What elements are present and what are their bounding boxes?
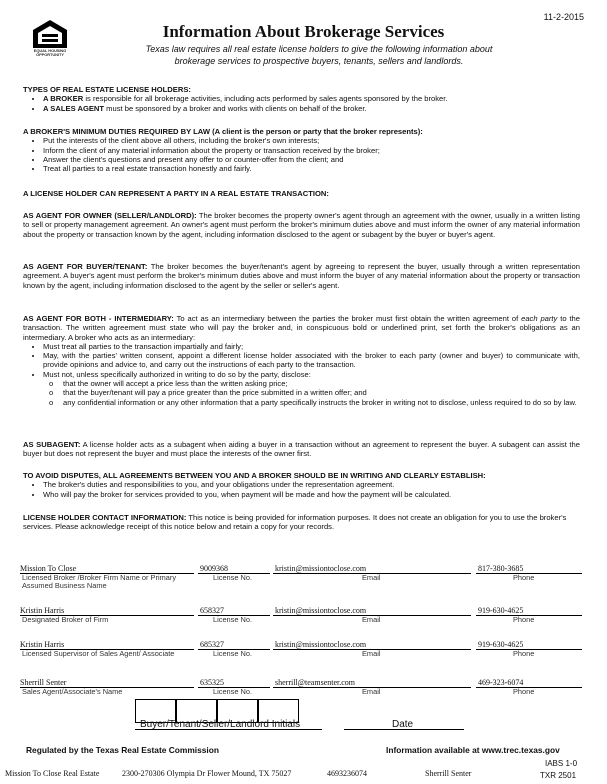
initials-label: Buyer/Tenant/Seller/Landlord Initials: [140, 719, 301, 730]
owner-heading: AS AGENT FOR OWNER (SELLER/LANDLORD):: [23, 211, 197, 220]
intermediary-emphasis: each party: [521, 314, 558, 323]
owner-text: The broker becomes the property owner's agent through an agreement with the owner, usually in a written listing to sell or property management agreement. An owner's agent must perform the broker's minimum duties above and must inform the owner of any material information about the property or transaction known by the agent, including information disclosed to the agent or subagent by the buyer or buyer's agent.: [23, 211, 580, 239]
sales-agent-phone-field[interactable]: 469-323-6074: [478, 678, 524, 687]
designated-broker-email-field[interactable]: kristin@missiontoclose.com: [275, 606, 367, 615]
footer-firm: Mission To Close Real Estate: [5, 769, 100, 778]
subagent-section: [23, 440, 580, 459]
footer-phone: 4693236074: [327, 769, 367, 778]
phone-label: Phone: [513, 573, 535, 582]
designated-broker-license-field[interactable]: 658327: [200, 606, 224, 615]
email-label: Email: [362, 615, 381, 624]
subagent-text: A license holder acts as a subagent when aiding a buyer in a transaction without an agreement to represent the buyer. A subagent can assist the buyer but does not represent the buyer and must place the interests of the owner first.: [23, 440, 580, 459]
sub-list-item: o that the owner will accept a price less than the written asking price;: [63, 379, 580, 388]
disputes-section: [23, 471, 580, 499]
license-label: License No.: [213, 687, 253, 696]
designated-broker-phone-field[interactable]: 919-630-4625: [478, 606, 524, 615]
sales-agent-license-field[interactable]: 635325: [200, 678, 224, 687]
phone-label: Phone: [513, 649, 535, 658]
broker-email-field[interactable]: kristin@missiontoclose.com: [275, 564, 367, 573]
broker-phone-field[interactable]: 817-380-3685: [478, 564, 524, 573]
agent-text: must be sponsored by a broker and works with clients on behalf of the broker.: [104, 103, 367, 113]
license-label: License No.: [213, 615, 253, 624]
represent-heading: A LICENSE HOLDER CAN REPRESENT A PARTY IN A REAL ESTATE TRANSACTION:: [23, 189, 329, 198]
sales-agent-name-field[interactable]: Sherrill Senter: [20, 678, 67, 687]
info-available: Information available at www.trec.texas.gov: [386, 745, 560, 755]
broker-firm-label: Licensed Broker /Broker Firm Name or Primary Assumed Business Name: [22, 573, 177, 590]
footer-address: 2300-270306 Olympia Dr Flower Mound, TX 75027: [122, 769, 292, 778]
supervisor-email-field[interactable]: kristin@missiontoclose.com: [275, 640, 367, 649]
subtitle-line-1: Texas law requires all real estate license holders to give the following information about: [145, 44, 493, 54]
list-item: • The broker's duties and responsibilities to you, and your obligations under the representation agreement.: [43, 480, 580, 489]
types-heading: TYPES OF REAL ESTATE LICENSE HOLDERS:: [23, 85, 191, 94]
form-date: 11-2-2015: [543, 12, 584, 22]
broker-text: is responsible for all brokerage activities, including acts performed by sales agents sponsored by the broker.: [83, 94, 448, 104]
owner-section: [23, 211, 580, 239]
date-label: Date: [392, 719, 414, 730]
list-item: [43, 104, 580, 113]
license-label: License No.: [213, 649, 253, 658]
email-label: Email: [362, 687, 381, 696]
list-item: • Inform the client of any material information about the property or transaction received by the broker;: [43, 146, 580, 155]
designated-broker-label: Designated Broker of Firm: [22, 615, 109, 624]
list-item: • Must treat all parties to the transaction impartially and fairly;: [43, 342, 580, 351]
intermediary-section: [23, 314, 580, 407]
broker-license-field[interactable]: 9009368: [200, 564, 228, 573]
list-item: • Put the interests of the client above all others, including the broker's own interests;: [43, 136, 580, 145]
footer-agent: Sherrill Senter: [425, 769, 472, 778]
intermediary-heading: AS AGENT FOR BOTH - INTERMEDIARY:: [23, 314, 174, 323]
list-item: • Must not, unless specifically authorized in writing to do so by the party, disclose:: [43, 370, 580, 379]
phone-label: Phone: [513, 615, 535, 624]
agent-term: A SALES AGENT: [43, 103, 105, 113]
supervisor-label: Licensed Supervisor of Sales Agent/ Associate: [22, 649, 175, 658]
email-label: Email: [362, 649, 381, 658]
supervisor-name-field[interactable]: Kristin Harris: [20, 640, 65, 649]
contact-text: This notice is being provided for information purposes. It does not create an obligation for you to use the broker's services. Please acknowledge receipt of this notice below and retain a copy for your records.: [23, 513, 567, 532]
subagent-heading: AS SUBAGENT:: [23, 440, 81, 449]
intermediary-text-a: To act as an intermediary between the parties the broker must first obtain the written agreement of: [173, 314, 522, 323]
phone-label: Phone: [513, 687, 535, 696]
buyer-section: [23, 262, 580, 290]
duties-section: [23, 127, 580, 173]
sub-list-item: o that the buyer/tenant will pay a price greater than the price submitted in a written offer; and: [63, 388, 580, 397]
list-item: [43, 94, 580, 103]
regulated-by: Regulated by the Texas Real Estate Commission: [26, 745, 219, 755]
txr-id: TXR 2501: [540, 771, 577, 780]
page-title: Information About Brokerage Services: [162, 22, 445, 41]
designated-broker-name-field[interactable]: Kristin Harris: [20, 606, 65, 615]
broker-firm-name-field[interactable]: Mission To Close: [20, 564, 77, 573]
subtitle-line-2: brokerage services to prospective buyers, tenants, sellers and landlords.: [174, 56, 464, 66]
email-label: Email: [362, 573, 381, 582]
disputes-heading: TO AVOID DISPUTES, ALL AGREEMENTS BETWEEN YOU AND A BROKER SHOULD BE IN WRITING AND CLEARLY ESTABLISH:: [23, 471, 486, 480]
supervisor-phone-field[interactable]: 919-630-4625: [478, 640, 524, 649]
list-item: • Who will pay the broker for services provided to you, when payment will be made and how the payment will be calculated.: [43, 490, 580, 499]
buyer-heading: AS AGENT FOR BUYER/TENANT:: [23, 262, 148, 271]
logo-caption: EQUAL HOUSING OPPORTUNITY: [33, 48, 67, 57]
sales-agent-email-field[interactable]: sherrill@teamsenter.com: [275, 678, 356, 687]
list-item: • Answer the client's questions and present any offer to or counter-offer from the client; and: [43, 155, 580, 164]
list-item: • Treat all parties to a real estate transaction honestly and fairly.: [43, 164, 580, 173]
sales-agent-label: Sales Agent/Associate's Name: [22, 687, 123, 696]
broker-term: A BROKER: [43, 94, 84, 104]
contact-section: [23, 513, 580, 532]
types-section: [23, 85, 580, 113]
buyer-text: The broker becomes the buyer/tenant's agent by agreeing to represent the buyer, usually through a written representation agreement. A buyer's agent must perform the broker's minimum duties above and must inform the buyer of any material information about the property or transaction known by the agent, including information disclosed to the agent by the seller or seller's agent.: [23, 262, 580, 290]
contact-heading: LICENSE HOLDER CONTACT INFORMATION:: [23, 513, 187, 522]
page-subtitle: [120, 43, 518, 67]
sub-list-item: o any confidential information or any other information that a party specifically instructs the broker in writing not to disclose, unless required to do so by law.: [63, 398, 580, 407]
supervisor-license-field[interactable]: 685327: [200, 640, 224, 649]
duties-heading: A BROKER'S MINIMUM DUTIES REQUIRED BY LAW (A client is the person or party that the broker represents):: [23, 127, 423, 136]
list-item: • May, with the parties' written consent, appoint a different license holder associated with the broker to each party (owner and buyer) to communicate with, provide opinions and advice to, and carry out the instructions of each party to the transaction.: [43, 351, 580, 370]
license-label: License No.: [213, 573, 253, 582]
intermediary-text-b: to the transaction. The written agreement must state who will pay the broker and, in conspicuous bold or underlined print, set forth the broker's obligations as an intermediary. A broker who acts as an intermediary:: [23, 314, 581, 342]
form-id: IABS 1-0: [545, 759, 578, 768]
